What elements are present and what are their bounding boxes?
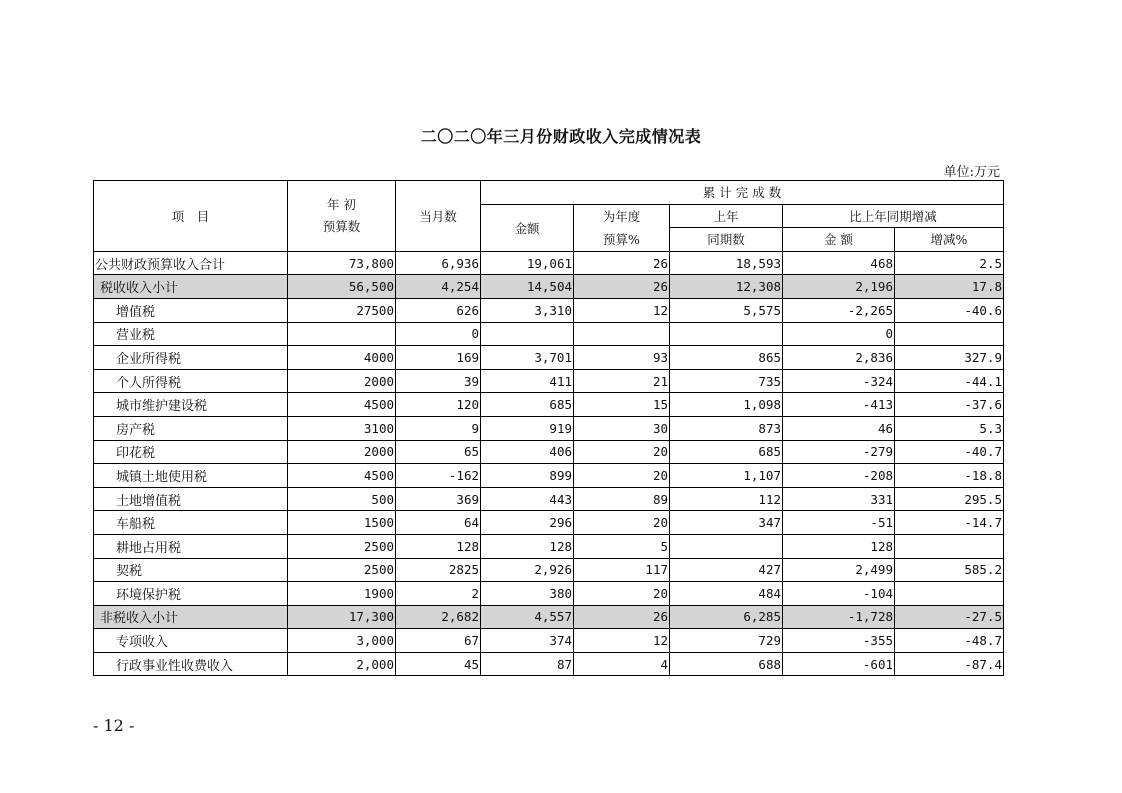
cell-amount: 380 xyxy=(481,582,574,606)
header-month: 当月数 xyxy=(396,181,481,252)
cell-pct: 4 xyxy=(574,652,670,676)
header-prev-top: 上年 xyxy=(670,204,783,228)
cell-prev: 1,098 xyxy=(670,393,783,417)
row-label: 耕地占用税 xyxy=(94,534,288,558)
cell-amount: 374 xyxy=(481,629,574,653)
cell-pct: 5 xyxy=(574,534,670,558)
cell-amount: 14,504 xyxy=(481,275,574,299)
row-label: 印花税 xyxy=(94,440,288,464)
row-label: 城市维护建设税 xyxy=(94,393,288,417)
row-label: 环境保护税 xyxy=(94,582,288,606)
cell-diff-pct: -44.1 xyxy=(895,369,1004,393)
header-pct-bottom: 预算% xyxy=(574,228,670,252)
cell-diff: 331 xyxy=(783,487,895,511)
table-row xyxy=(94,582,1004,606)
cell-pct xyxy=(574,322,670,346)
cell-pct: 12 xyxy=(574,629,670,653)
cell-diff: -104 xyxy=(783,582,895,606)
cell-pct: 26 xyxy=(574,605,670,629)
cell-diff: 0 xyxy=(783,322,895,346)
row-label: 非税收入小计 xyxy=(94,605,288,629)
cell-month: 6,936 xyxy=(396,251,481,275)
header-cumulative: 累 计 完 成 数 xyxy=(481,181,1004,205)
cell-amount: 87 xyxy=(481,652,574,676)
table-row xyxy=(94,275,1004,299)
cell-budget: 27500 xyxy=(288,298,396,322)
cell-prev: 112 xyxy=(670,487,783,511)
cell-diff-pct: -40.7 xyxy=(895,440,1004,464)
header-change-pct: 增减% xyxy=(895,228,1004,252)
cell-diff-pct: 5.3 xyxy=(895,416,1004,440)
cell-budget: 1500 xyxy=(288,511,396,535)
row-label: 专项收入 xyxy=(94,629,288,653)
cell-prev: 688 xyxy=(670,652,783,676)
cell-month: 2825 xyxy=(396,558,481,582)
cell-pct: 20 xyxy=(574,440,670,464)
cell-prev xyxy=(670,534,783,558)
cell-diff: -324 xyxy=(783,369,895,393)
cell-diff-pct: -48.7 xyxy=(895,629,1004,653)
unit-label: 单位:万元 xyxy=(943,165,1000,180)
cell-pct: 20 xyxy=(574,464,670,488)
cell-month: 2,682 xyxy=(396,605,481,629)
row-label: 增值税 xyxy=(94,298,288,322)
revenue-table xyxy=(93,180,1004,676)
cell-month: 626 xyxy=(396,298,481,322)
row-label: 企业所得税 xyxy=(94,346,288,370)
cell-diff: 468 xyxy=(783,251,895,275)
header-change: 比上年同期增减 xyxy=(783,204,1004,228)
cell-diff-pct: 327.9 xyxy=(895,346,1004,370)
table-row xyxy=(94,251,1004,275)
row-label: 车船税 xyxy=(94,511,288,535)
table-row xyxy=(94,464,1004,488)
cell-diff: -208 xyxy=(783,464,895,488)
cell-amount xyxy=(481,322,574,346)
cell-amount: 3,310 xyxy=(481,298,574,322)
table-row xyxy=(94,298,1004,322)
cell-diff-pct xyxy=(895,582,1004,606)
cell-prev: 12,308 xyxy=(670,275,783,299)
cell-prev: 729 xyxy=(670,629,783,653)
cell-prev: 347 xyxy=(670,511,783,535)
cell-month: 4,254 xyxy=(396,275,481,299)
cell-budget: 3100 xyxy=(288,416,396,440)
cell-month: 65 xyxy=(396,440,481,464)
cell-diff: -51 xyxy=(783,511,895,535)
cell-budget: 2000 xyxy=(288,440,396,464)
cell-prev: 1,107 xyxy=(670,464,783,488)
cell-budget: 500 xyxy=(288,487,396,511)
cell-month: 39 xyxy=(396,369,481,393)
cell-diff-pct: -37.6 xyxy=(895,393,1004,417)
cell-budget: 2500 xyxy=(288,558,396,582)
table-row xyxy=(94,629,1004,653)
cell-prev: 873 xyxy=(670,416,783,440)
table-row xyxy=(94,322,1004,346)
cell-prev: 484 xyxy=(670,582,783,606)
cell-month: 67 xyxy=(396,629,481,653)
cell-month: 120 xyxy=(396,393,481,417)
table-row xyxy=(94,652,1004,676)
cell-amount: 19,061 xyxy=(481,251,574,275)
cell-pct: 20 xyxy=(574,582,670,606)
row-label: 税收收入小计 xyxy=(94,275,288,299)
cell-diff: -2,265 xyxy=(783,298,895,322)
cell-pct: 12 xyxy=(574,298,670,322)
row-label: 营业税 xyxy=(94,322,288,346)
cell-diff-pct: 17.8 xyxy=(895,275,1004,299)
cell-amount: 296 xyxy=(481,511,574,535)
report-title: 二〇二〇年三月份财政收入完成情况表 xyxy=(420,127,702,146)
cell-pct: 21 xyxy=(574,369,670,393)
row-label: 公共财政预算收入合计 xyxy=(94,251,288,275)
cell-month: -162 xyxy=(396,464,481,488)
table-row xyxy=(94,605,1004,629)
cell-diff-pct: -40.6 xyxy=(895,298,1004,322)
header-change-amount: 金 额 xyxy=(783,228,895,252)
cell-budget: 2500 xyxy=(288,534,396,558)
cell-budget: 73,800 xyxy=(288,251,396,275)
cell-amount: 919 xyxy=(481,416,574,440)
cell-diff: -601 xyxy=(783,652,895,676)
cell-diff: 128 xyxy=(783,534,895,558)
cell-pct: 30 xyxy=(574,416,670,440)
cell-budget: 4500 xyxy=(288,393,396,417)
row-label: 土地增值税 xyxy=(94,487,288,511)
cell-pct: 117 xyxy=(574,558,670,582)
cell-diff-pct: -87.4 xyxy=(895,652,1004,676)
cell-amount: 411 xyxy=(481,369,574,393)
row-label: 个人所得税 xyxy=(94,369,288,393)
header-pct-top: 为年度 xyxy=(574,204,670,228)
table-row xyxy=(94,440,1004,464)
table-row xyxy=(94,511,1004,535)
cell-month: 2 xyxy=(396,582,481,606)
cell-diff-pct: 295.5 xyxy=(895,487,1004,511)
cell-prev: 685 xyxy=(670,440,783,464)
cell-pct: 26 xyxy=(574,251,670,275)
table-row xyxy=(94,416,1004,440)
cell-diff: -355 xyxy=(783,629,895,653)
cell-budget: 3,000 xyxy=(288,629,396,653)
table-row xyxy=(94,393,1004,417)
cell-prev: 427 xyxy=(670,558,783,582)
cell-prev: 865 xyxy=(670,346,783,370)
row-label: 房产税 xyxy=(94,416,288,440)
header-budget: 年 初 预算数 xyxy=(288,181,396,252)
page-number: - 12 - xyxy=(93,716,135,735)
cell-budget: 2,000 xyxy=(288,652,396,676)
cell-amount: 899 xyxy=(481,464,574,488)
cell-budget xyxy=(288,322,396,346)
header-item: 项 目 xyxy=(94,181,288,252)
row-label: 行政事业性收费收入 xyxy=(94,652,288,676)
cell-diff-pct xyxy=(895,322,1004,346)
cell-diff-pct: -18.8 xyxy=(895,464,1004,488)
cell-diff: 46 xyxy=(783,416,895,440)
cell-pct: 20 xyxy=(574,511,670,535)
row-label: 契税 xyxy=(94,558,288,582)
table-row xyxy=(94,558,1004,582)
cell-pct: 15 xyxy=(574,393,670,417)
cell-budget: 2000 xyxy=(288,369,396,393)
cell-prev xyxy=(670,322,783,346)
cell-pct: 89 xyxy=(574,487,670,511)
cell-budget: 1900 xyxy=(288,582,396,606)
cell-diff-pct xyxy=(895,534,1004,558)
cell-amount: 3,701 xyxy=(481,346,574,370)
cell-amount: 406 xyxy=(481,440,574,464)
cell-diff-pct: -27.5 xyxy=(895,605,1004,629)
cell-budget: 4000 xyxy=(288,346,396,370)
table-row xyxy=(94,487,1004,511)
cell-amount: 4,557 xyxy=(481,605,574,629)
cell-diff-pct: -14.7 xyxy=(895,511,1004,535)
cell-month: 64 xyxy=(396,511,481,535)
row-label: 城镇土地使用税 xyxy=(94,464,288,488)
table-body xyxy=(94,251,1004,676)
cell-diff: 2,836 xyxy=(783,346,895,370)
cell-prev: 18,593 xyxy=(670,251,783,275)
cell-pct: 26 xyxy=(574,275,670,299)
cell-budget: 17,300 xyxy=(288,605,396,629)
cell-month: 0 xyxy=(396,322,481,346)
cell-month: 9 xyxy=(396,416,481,440)
cell-prev: 5,575 xyxy=(670,298,783,322)
cell-pct: 93 xyxy=(574,346,670,370)
cell-diff: 2,196 xyxy=(783,275,895,299)
cell-amount: 2,926 xyxy=(481,558,574,582)
table-row xyxy=(94,369,1004,393)
cell-budget: 4500 xyxy=(288,464,396,488)
cell-prev: 6,285 xyxy=(670,605,783,629)
cell-month: 45 xyxy=(396,652,481,676)
cell-amount: 128 xyxy=(481,534,574,558)
cell-prev: 735 xyxy=(670,369,783,393)
header-prev-bottom: 同期数 xyxy=(670,228,783,252)
cell-diff: -413 xyxy=(783,393,895,417)
table-row xyxy=(94,534,1004,558)
cell-diff-pct: 2.5 xyxy=(895,251,1004,275)
cell-amount: 443 xyxy=(481,487,574,511)
cell-diff-pct: 585.2 xyxy=(895,558,1004,582)
table-row xyxy=(94,346,1004,370)
cell-month: 169 xyxy=(396,346,481,370)
cell-amount: 685 xyxy=(481,393,574,417)
cell-diff: -1,728 xyxy=(783,605,895,629)
cell-month: 128 xyxy=(396,534,481,558)
cell-diff: -279 xyxy=(783,440,895,464)
cell-budget: 56,500 xyxy=(288,275,396,299)
cell-month: 369 xyxy=(396,487,481,511)
header-amount: 金额 xyxy=(481,204,574,251)
cell-diff: 2,499 xyxy=(783,558,895,582)
